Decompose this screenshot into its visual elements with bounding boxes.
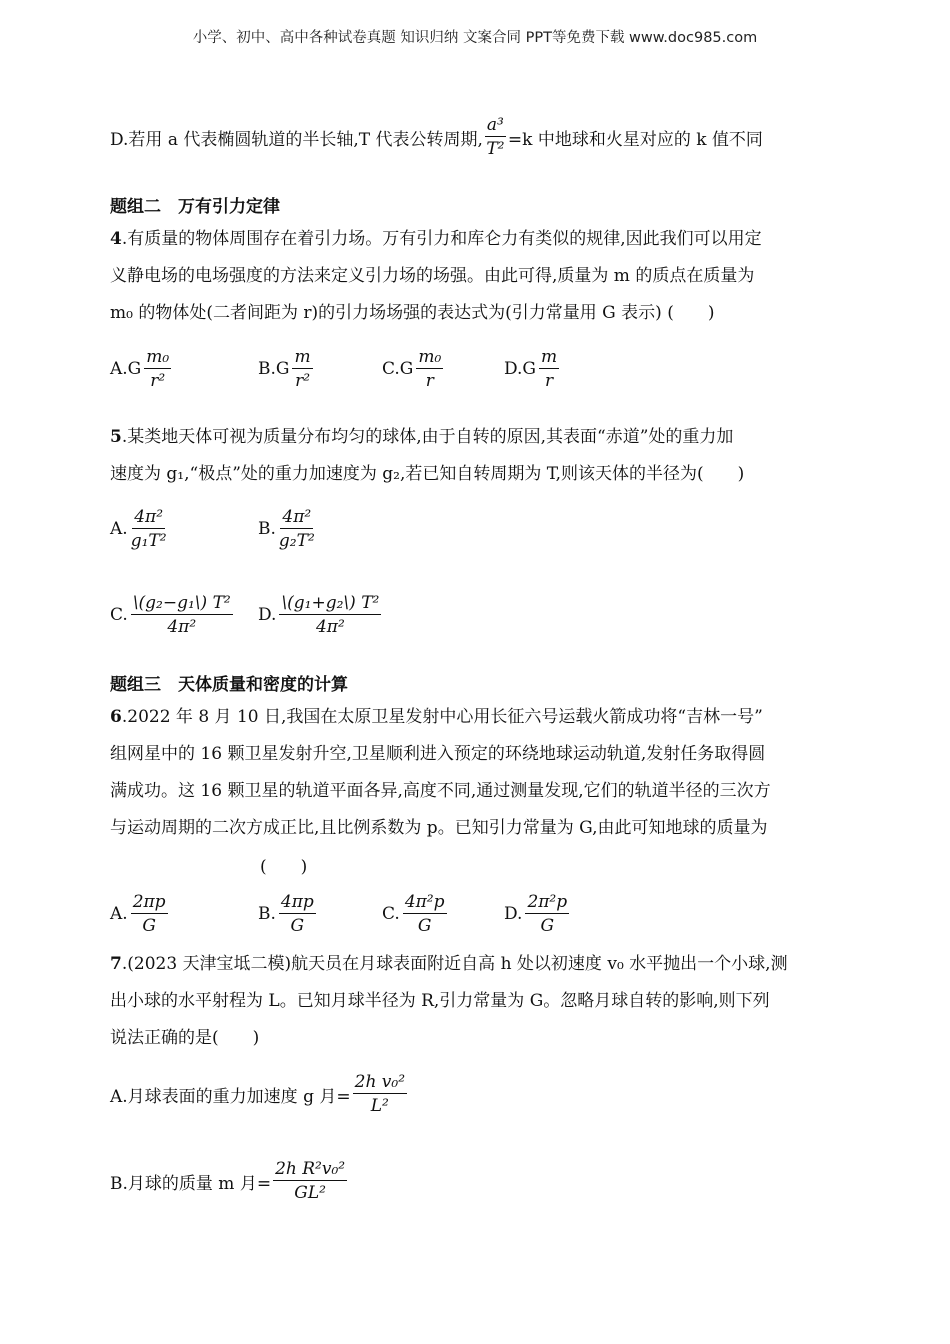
q5d-fraction (279, 594, 381, 636)
q6c-fraction (403, 893, 447, 935)
q5d-num: \(g₁+g₂\) T² (281, 593, 380, 613)
q7-number: 7 (110, 954, 122, 974)
q3d-frac-num: a³ (486, 115, 504, 135)
q4-number: 4 (110, 229, 122, 249)
q4b-label: B.G (258, 359, 290, 379)
q4b-den: r² (295, 371, 311, 391)
q5-line-1 (110, 426, 733, 448)
q7-option-a[interactable] (110, 1073, 409, 1115)
q6a-den: G (142, 916, 156, 936)
q7a-text: A.月球表面的重力加速度 g 月= (110, 1086, 351, 1107)
q7a-den: L² (370, 1096, 389, 1116)
q4-line-3: m₀ 的物体处(二者间距为 r)的引力场场强的表达式为(引力常量用 G 表示) ( ) (110, 303, 715, 323)
q7-option-b[interactable] (110, 1160, 349, 1202)
q6-option-b[interactable] (258, 893, 318, 935)
q5-number: 5 (110, 427, 122, 447)
q4-option-c[interactable] (382, 348, 445, 390)
q5a-num: 4π² (134, 507, 164, 527)
q4b-fraction (292, 348, 312, 390)
q6d-label: D. (504, 904, 523, 924)
q6c-num: 4π²p (404, 892, 445, 912)
q4d-num: m (541, 347, 558, 367)
q4d-fraction (539, 348, 559, 390)
q4d-den: r (545, 371, 554, 391)
q5c-fraction (131, 594, 233, 636)
q7a-num: 2h v₀² (354, 1072, 406, 1092)
q6c-label: C. (382, 904, 400, 924)
q7-line-3: 说法正确的是( ) (110, 1028, 260, 1048)
q6b-den: G (290, 916, 305, 936)
q3d-frac-den: T² (486, 139, 505, 159)
q7-text-1: .(2023 天津宝坻二模)航天员在月球表面附近自高 h 处以初速度 v₀ 水平抛出一个小球,测 (121, 954, 788, 974)
q5b-num: 4π² (282, 507, 312, 527)
q6d-fraction (525, 893, 569, 935)
q4a-label: A.G (110, 359, 142, 379)
q7b-num: 2h R²v₀² (275, 1159, 346, 1179)
q4a-fraction (144, 348, 171, 390)
q5d-label: D. (258, 605, 277, 625)
q7b-fraction (273, 1160, 347, 1202)
q5b-label: B. (258, 519, 276, 539)
q3d-post: =k 中地球和火星对应的 k 值不同 (507, 129, 763, 150)
q5-option-c[interactable] (110, 594, 235, 636)
q7b-text: B.月球的质量 m 月= (110, 1173, 272, 1194)
q4c-fraction (416, 348, 443, 390)
q6-option-c[interactable] (382, 893, 449, 935)
q6-line-4: 与运动周期的二次方成正比,且比例系数为 p。已知引力常量为 G,由此可知地球的质量为 (110, 818, 768, 838)
q5c-label: C. (110, 605, 128, 625)
q6a-label: A. (110, 904, 128, 924)
q6d-den: G (540, 916, 555, 936)
q6-line-3: 满成功。这 16 颗卫星的轨道平面各异,高度不同,通过测量发现,它们的轨道半径的三次方 (110, 781, 771, 801)
page-header: 小学、初中、高中各种试卷真题 知识归纳 文案合同 PPT等免费下载 www.doc985.com (192, 30, 758, 46)
q5a-den: g₁T² (130, 531, 167, 551)
q6-option-a[interactable] (110, 893, 170, 935)
q5-text-1: .某类地天体可视为质量分布均匀的球体,由于自转的原因,其表面“赤道”处的重力加 (121, 427, 734, 447)
section-2-title: 题组二 万有引力定律 (110, 197, 280, 217)
q4c-label: C.G (382, 359, 414, 379)
section-3-title: 题组三 天体质量和密度的计算 (110, 675, 348, 695)
q5b-den: g₂T² (278, 531, 315, 551)
q7-line-2: 出小球的水平射程为 L。已知月球半径为 R,引力常量为 G。忽略月球自转的影响,则下列 (110, 991, 770, 1011)
q4a-num: m₀ (146, 347, 170, 367)
q5c-den: 4π² (167, 617, 197, 637)
q4a-den: r² (150, 371, 166, 391)
q4b-num: m (294, 347, 311, 367)
q7b-den: GL² (294, 1183, 326, 1203)
q6a-fraction (131, 893, 168, 935)
q6b-num: 4πp (280, 892, 314, 912)
q6-answer-paren: ( ) (260, 857, 308, 877)
q5-option-a[interactable] (110, 508, 169, 550)
q6d-num: 2π²p (527, 892, 568, 912)
q6c-den: G (417, 916, 432, 936)
q3d-pre: D.若用 a 代表椭圆轨道的半长轴,T 代表公转周期, (110, 129, 483, 150)
q4-option-a[interactable] (110, 348, 173, 390)
q4-line-1 (110, 228, 762, 250)
q5b-fraction (279, 508, 315, 550)
q4-line-2: 义静电场的电场强度的方法来定义引力场的场强。由此可得,质量为 m 的质点在质量为 (110, 266, 755, 286)
q5a-label: A. (110, 519, 128, 539)
q6-line-2: 组网星中的 16 颗卫星发射升空,卫星顺利进入预定的环绕地球运动轨道,发射任务取得圆 (110, 744, 766, 764)
q4c-den: r (425, 371, 434, 391)
q4-option-b[interactable] (258, 348, 315, 390)
q5d-den: 4π² (315, 617, 345, 637)
q6-number: 6 (110, 707, 122, 727)
q4-option-d[interactable] (504, 348, 561, 390)
q6a-num: 2πp (132, 892, 166, 912)
q6-line-1 (110, 706, 763, 728)
q5-option-b[interactable] (258, 508, 317, 550)
q7a-fraction (353, 1073, 407, 1115)
q5-option-d[interactable] (258, 594, 383, 636)
q6-option-d[interactable] (504, 893, 571, 935)
q5-line-2: 速度为 g₁,“极点”处的重力加速度为 g₂,若已知自转周期为 T,则该天体的半径为( ) (110, 464, 745, 484)
q3d-fraction (485, 116, 506, 158)
q3-option-d (110, 116, 763, 158)
q4d-label: D.G (504, 359, 537, 379)
q4c-num: m₀ (418, 347, 442, 367)
q5c-num: \(g₂−g₁\) T² (132, 593, 231, 613)
q6-text-1: .2022 年 8 月 10 日,我国在太原卫星发射中心用长征六号运载火箭成功将“吉林一号” (121, 707, 763, 727)
q6b-fraction (279, 893, 316, 935)
q4-text-1: .有质量的物体周围存在着引力场。万有引力和库仑力有类似的规律,因此我们可以用定 (121, 229, 762, 249)
q5a-fraction (131, 508, 167, 550)
q7-line-1 (110, 953, 788, 975)
q6b-label: B. (258, 904, 276, 924)
